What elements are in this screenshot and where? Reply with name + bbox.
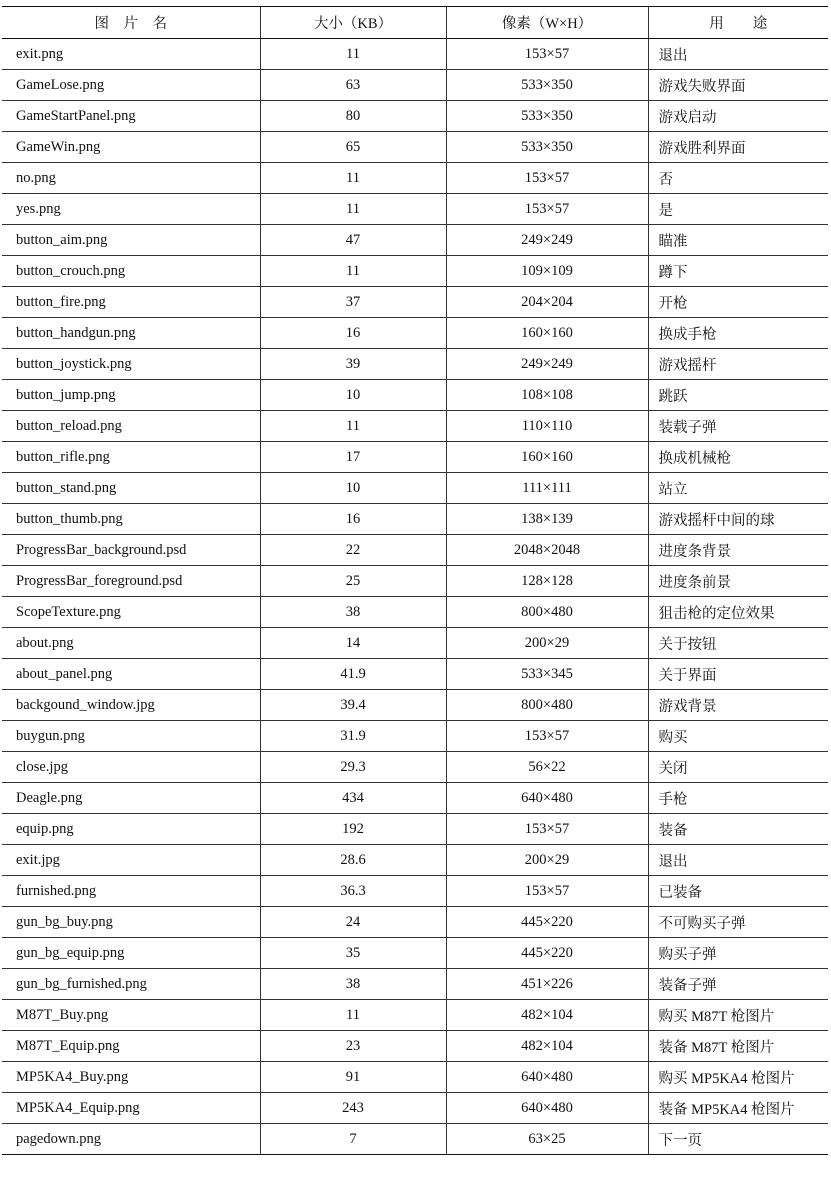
cell-pixels: 200×29 xyxy=(446,845,648,876)
cell-pixels: 249×249 xyxy=(446,225,648,256)
cell-image-name: gun_bg_equip.png xyxy=(2,938,260,969)
cell-image-name: button_reload.png xyxy=(2,411,260,442)
cell-size-kb: 28.6 xyxy=(260,845,446,876)
cell-size-kb: 31.9 xyxy=(260,721,446,752)
table-row xyxy=(2,101,828,132)
cell-usage: 游戏胜利界面 xyxy=(648,132,828,163)
table-row xyxy=(2,132,828,163)
cell-image-name: button_fire.png xyxy=(2,287,260,318)
cell-usage: 手枪 xyxy=(648,783,828,814)
cell-image-name: Deagle.png xyxy=(2,783,260,814)
cell-usage: 装备 M87T 枪图片 xyxy=(648,1031,828,1062)
cell-image-name: close.jpg xyxy=(2,752,260,783)
cell-pixels: 533×350 xyxy=(446,132,648,163)
cell-image-name: exit.jpg xyxy=(2,845,260,876)
cell-image-name: button_jump.png xyxy=(2,380,260,411)
cell-size-kb: 23 xyxy=(260,1031,446,1062)
cell-size-kb: 11 xyxy=(260,256,446,287)
cell-usage: 退出 xyxy=(648,845,828,876)
cell-usage: 游戏失败界面 xyxy=(648,70,828,101)
table-row xyxy=(2,659,828,690)
cell-image-name: M87T_Buy.png xyxy=(2,1000,260,1031)
table-row xyxy=(2,876,828,907)
cell-usage: 关闭 xyxy=(648,752,828,783)
cell-image-name: pagedown.png xyxy=(2,1124,260,1155)
cell-usage: 购买 xyxy=(648,721,828,752)
table-row xyxy=(2,194,828,225)
cell-pixels: 153×57 xyxy=(446,721,648,752)
cell-pixels: 533×345 xyxy=(446,659,648,690)
cell-image-name: gun_bg_buy.png xyxy=(2,907,260,938)
header-pixels: 像素（W×H） xyxy=(446,7,648,39)
cell-usage: 装备 xyxy=(648,814,828,845)
cell-size-kb: 41.9 xyxy=(260,659,446,690)
cell-image-name: button_joystick.png xyxy=(2,349,260,380)
table-row xyxy=(2,411,828,442)
cell-image-name: yes.png xyxy=(2,194,260,225)
cell-image-name: button_aim.png xyxy=(2,225,260,256)
cell-size-kb: 243 xyxy=(260,1093,446,1124)
table-row xyxy=(2,1093,828,1124)
cell-size-kb: 11 xyxy=(260,163,446,194)
cell-usage: 否 xyxy=(648,163,828,194)
cell-usage: 游戏背景 xyxy=(648,690,828,721)
header-size: 大小（KB） xyxy=(260,7,446,39)
table-row xyxy=(2,225,828,256)
cell-pixels: 108×108 xyxy=(446,380,648,411)
cell-size-kb: 24 xyxy=(260,907,446,938)
table-row xyxy=(2,1124,828,1155)
cell-pixels: 533×350 xyxy=(446,70,648,101)
cell-size-kb: 35 xyxy=(260,938,446,969)
cell-pixels: 800×480 xyxy=(446,597,648,628)
cell-image-name: ProgressBar_background.psd xyxy=(2,535,260,566)
cell-usage: 狙击枪的定位效果 xyxy=(648,597,828,628)
cell-size-kb: 16 xyxy=(260,318,446,349)
cell-pixels: 533×350 xyxy=(446,101,648,132)
cell-size-kb: 11 xyxy=(260,411,446,442)
cell-pixels: 160×160 xyxy=(446,318,648,349)
cell-usage: 站立 xyxy=(648,473,828,504)
cell-pixels: 153×57 xyxy=(446,194,648,225)
cell-size-kb: 11 xyxy=(260,194,446,225)
cell-pixels: 153×57 xyxy=(446,163,648,194)
cell-image-name: about.png xyxy=(2,628,260,659)
header-image-name: 图 片 名 xyxy=(2,7,260,39)
cell-usage: 游戏启动 xyxy=(648,101,828,132)
table-row xyxy=(2,1000,828,1031)
cell-pixels: 111×111 xyxy=(446,473,648,504)
cell-size-kb: 36.3 xyxy=(260,876,446,907)
table-row xyxy=(2,349,828,380)
cell-size-kb: 80 xyxy=(260,101,446,132)
cell-pixels: 128×128 xyxy=(446,566,648,597)
header-usage: 用 途 xyxy=(648,7,828,39)
cell-pixels: 800×480 xyxy=(446,690,648,721)
table-row xyxy=(2,1031,828,1062)
cell-usage: 已装备 xyxy=(648,876,828,907)
cell-image-name: ProgressBar_foreground.psd xyxy=(2,566,260,597)
cell-pixels: 109×109 xyxy=(446,256,648,287)
table-row xyxy=(2,163,828,194)
cell-usage: 蹲下 xyxy=(648,256,828,287)
cell-pixels: 204×204 xyxy=(446,287,648,318)
table-row xyxy=(2,814,828,845)
cell-pixels: 249×249 xyxy=(446,349,648,380)
cell-size-kb: 63 xyxy=(260,70,446,101)
cell-size-kb: 47 xyxy=(260,225,446,256)
cell-size-kb: 17 xyxy=(260,442,446,473)
cell-usage: 购买 M87T 枪图片 xyxy=(648,1000,828,1031)
cell-size-kb: 38 xyxy=(260,969,446,1000)
cell-usage: 游戏摇杆 xyxy=(648,349,828,380)
table-header xyxy=(2,7,828,39)
table-row xyxy=(2,566,828,597)
cell-image-name: MP5KA4_Equip.png xyxy=(2,1093,260,1124)
cell-usage: 瞄准 xyxy=(648,225,828,256)
cell-size-kb: 434 xyxy=(260,783,446,814)
cell-image-name: equip.png xyxy=(2,814,260,845)
cell-pixels: 2048×2048 xyxy=(446,535,648,566)
cell-image-name: backgound_window.jpg xyxy=(2,690,260,721)
cell-image-name: button_rifle.png xyxy=(2,442,260,473)
cell-usage: 购买 MP5KA4 枪图片 xyxy=(648,1062,828,1093)
table-row xyxy=(2,690,828,721)
table-row xyxy=(2,380,828,411)
cell-usage: 装备 MP5KA4 枪图片 xyxy=(648,1093,828,1124)
cell-usage: 换成机械枪 xyxy=(648,442,828,473)
cell-pixels: 63×25 xyxy=(446,1124,648,1155)
cell-size-kb: 91 xyxy=(260,1062,446,1093)
cell-usage: 游戏摇杆中间的球 xyxy=(648,504,828,535)
cell-size-kb: 37 xyxy=(260,287,446,318)
cell-pixels: 153×57 xyxy=(446,814,648,845)
cell-image-name: about_panel.png xyxy=(2,659,260,690)
table-row xyxy=(2,783,828,814)
cell-usage: 进度条前景 xyxy=(648,566,828,597)
cell-usage: 关于按钮 xyxy=(648,628,828,659)
cell-image-name: ScopeTexture.png xyxy=(2,597,260,628)
table-row xyxy=(2,907,828,938)
cell-image-name: button_stand.png xyxy=(2,473,260,504)
cell-pixels: 138×139 xyxy=(446,504,648,535)
table-row xyxy=(2,442,828,473)
cell-size-kb: 192 xyxy=(260,814,446,845)
table-row xyxy=(2,1062,828,1093)
cell-pixels: 110×110 xyxy=(446,411,648,442)
cell-image-name: button_crouch.png xyxy=(2,256,260,287)
table-row xyxy=(2,628,828,659)
cell-size-kb: 16 xyxy=(260,504,446,535)
cell-pixels: 640×480 xyxy=(446,1062,648,1093)
cell-usage: 不可购买子弹 xyxy=(648,907,828,938)
cell-image-name: furnished.png xyxy=(2,876,260,907)
cell-size-kb: 29.3 xyxy=(260,752,446,783)
cell-usage: 是 xyxy=(648,194,828,225)
cell-size-kb: 11 xyxy=(260,1000,446,1031)
cell-size-kb: 11 xyxy=(260,39,446,70)
cell-pixels: 153×57 xyxy=(446,876,648,907)
cell-image-name: M87T_Equip.png xyxy=(2,1031,260,1062)
cell-usage: 装备子弹 xyxy=(648,969,828,1000)
cell-size-kb: 10 xyxy=(260,380,446,411)
image-assets-table xyxy=(2,6,828,1155)
cell-size-kb: 22 xyxy=(260,535,446,566)
table-row xyxy=(2,473,828,504)
table-row xyxy=(2,597,828,628)
cell-image-name: GameLose.png xyxy=(2,70,260,101)
table-row xyxy=(2,256,828,287)
cell-size-kb: 65 xyxy=(260,132,446,163)
cell-usage: 开枪 xyxy=(648,287,828,318)
header-row xyxy=(2,7,828,39)
cell-image-name: exit.png xyxy=(2,39,260,70)
cell-image-name: gun_bg_furnished.png xyxy=(2,969,260,1000)
cell-usage: 关于界面 xyxy=(648,659,828,690)
cell-size-kb: 39 xyxy=(260,349,446,380)
cell-usage: 装载子弹 xyxy=(648,411,828,442)
cell-usage: 下一页 xyxy=(648,1124,828,1155)
table-row xyxy=(2,39,828,70)
table-body xyxy=(2,39,828,1155)
cell-usage: 换成手枪 xyxy=(648,318,828,349)
cell-pixels: 482×104 xyxy=(446,1031,648,1062)
cell-usage: 退出 xyxy=(648,39,828,70)
cell-pixels: 445×220 xyxy=(446,907,648,938)
cell-pixels: 160×160 xyxy=(446,442,648,473)
cell-pixels: 482×104 xyxy=(446,1000,648,1031)
cell-size-kb: 7 xyxy=(260,1124,446,1155)
cell-size-kb: 38 xyxy=(260,597,446,628)
cell-usage: 进度条背景 xyxy=(648,535,828,566)
cell-usage: 跳跃 xyxy=(648,380,828,411)
table-row xyxy=(2,969,828,1000)
table-row xyxy=(2,752,828,783)
cell-size-kb: 39.4 xyxy=(260,690,446,721)
cell-image-name: GameWin.png xyxy=(2,132,260,163)
table-row xyxy=(2,504,828,535)
table-row xyxy=(2,70,828,101)
table-row xyxy=(2,318,828,349)
table-row xyxy=(2,938,828,969)
table-row xyxy=(2,535,828,566)
cell-pixels: 445×220 xyxy=(446,938,648,969)
cell-pixels: 200×29 xyxy=(446,628,648,659)
cell-pixels: 56×22 xyxy=(446,752,648,783)
cell-pixels: 640×480 xyxy=(446,1093,648,1124)
cell-pixels: 153×57 xyxy=(446,39,648,70)
cell-size-kb: 25 xyxy=(260,566,446,597)
cell-pixels: 640×480 xyxy=(446,783,648,814)
table-row xyxy=(2,845,828,876)
cell-pixels: 451×226 xyxy=(446,969,648,1000)
cell-usage: 购买子弹 xyxy=(648,938,828,969)
cell-image-name: button_thumb.png xyxy=(2,504,260,535)
cell-size-kb: 14 xyxy=(260,628,446,659)
cell-image-name: MP5KA4_Buy.png xyxy=(2,1062,260,1093)
cell-image-name: no.png xyxy=(2,163,260,194)
cell-image-name: buygun.png xyxy=(2,721,260,752)
table-row xyxy=(2,721,828,752)
cell-size-kb: 10 xyxy=(260,473,446,504)
cell-image-name: button_handgun.png xyxy=(2,318,260,349)
table-row xyxy=(2,287,828,318)
cell-image-name: GameStartPanel.png xyxy=(2,101,260,132)
